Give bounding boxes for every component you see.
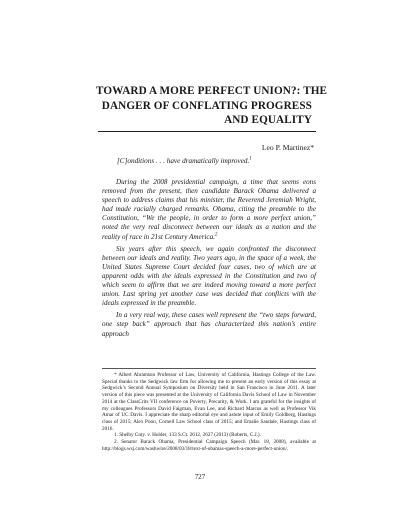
footnote: 1. Shelby Cnty. v. Holder, 133 S.Ct. 2612, 2627 (2013) (Roberts, C.J.). <box>114 432 261 439</box>
footnote: 2. Senator Barack Obama, Presidential Campaign Speech (Mar. 18, 2008), available at http://blogs.wsj.com/washwire/2008/03/18/text-of-obamas-speech-a-more-perfect-union/. <box>102 439 316 452</box>
epigraph <box>117 157 317 165</box>
footnote-ref: 1 <box>249 156 252 162</box>
author-name: Leo P. Martinez* <box>261 143 314 152</box>
page-number: 727 <box>194 474 206 481</box>
body-paragraph <box>102 311 316 338</box>
title-line: AND EQUALITY <box>224 114 312 127</box>
footnotes <box>102 372 316 452</box>
paragraph-text: Six years after this speech, we again confronted the disconnect between our ideals and reality. Two years ago, in the space of a week, the United States Supreme Court decided four cases, two of which are at apparent odds with the ideals expressed in the Constitution and two of which seem to affirm that we are indeed moving toward a more perfect union. Last spring yet another case was decided that conflicts with the ideals expressed in the preamble. <box>102 244 316 308</box>
footnote-ref: 2 <box>214 232 218 238</box>
body-paragraph <box>102 178 316 242</box>
footnote: * Albert Abramson Professor of Law, University of California, Hastings College of the Law. Special thanks to the Sedgwick law firm for allowing me to present an early version of this essay at Sedgwick’s Second Annual Symposium on Diversity held in San Francisco in June 2011. A later version of this piece was presented at the University of California Davis School of Law in November 2014 at the ClassCrits VII conference on Poverty, Precarity, & Work. I am grateful for the insights of my colleagues Professors David Faigman, Evan Lee, and Richard Marcus as well as Professor Vik Amar of UC Davis. I appreciate the sharp editorial eye and astute input of Emily Goldberg, Hastings class of 2015; Alex Poon, Cornell Law School class of 2015; and Emalie Sandale, Hastings class of 2016. <box>102 372 316 432</box>
epigraph-text: [C]onditions . . . have dramatically improved. <box>117 157 250 165</box>
title-line: TOWARD A MORE PERFECT UNION?: THE <box>96 85 328 97</box>
title-line: DANGER OF CONFLATING PROGRESS <box>101 99 312 112</box>
title-rule <box>98 131 316 132</box>
article-body <box>102 178 316 342</box>
footnote-divider <box>102 368 316 369</box>
article-title <box>96 84 328 128</box>
body-paragraph <box>102 245 316 309</box>
paragraph-text: During the 2008 presidential campaign, a time that seems eons removed from the present, then candidate Barack Obama delivered a speech to address claims that his minister, the Reverend Jeremiah Wright, had made racially charged remarks. Obama, citing the preamble to the Constitution, “We the people, in order to form a more perfect union,” noted the very real disconnect between our ideals as a nation and the reality of race in 21st Century America. <box>102 178 316 241</box>
paragraph-text: In a very real way, these cases well represent the “two steps forward, one step back” approach that has characterized this nation’s entire approach <box>102 311 316 338</box>
